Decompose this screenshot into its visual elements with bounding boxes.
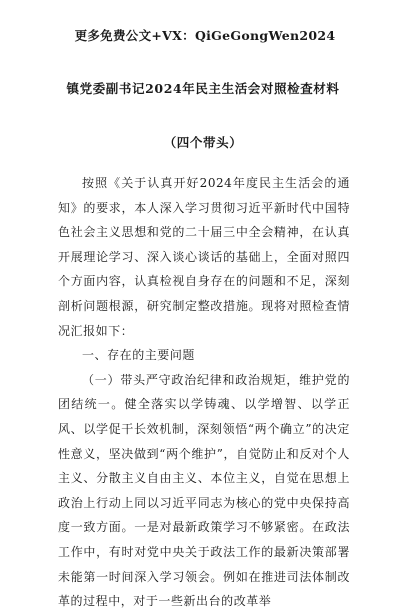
document-title: 镇党委副书记2024年民主生活会对照检查材料（四个带头）	[66, 81, 340, 150]
header-promo-text: 更多免费公文+VX：QiGeGongWen2024	[74, 28, 336, 43]
section-heading: 一、存在的主要问题	[82, 348, 195, 363]
intro-paragraph: 按照《关于认真开好2024年度民主生活会的通知》的要求，本人深入学习贯彻习近平新时代中国特色社会主义思想和党的二十届三中全会精神，在认真开展理论学习、深入谈心谈话的基础上，全面对照四个方面内容，认真检视自身存在的问题和不足，深刻剖析问题根源，研究制定整改措施。现将对照检查情况汇报如下：	[58, 176, 350, 338]
subsection-paragraph: （一）带头严守政治纪律和政治规矩，维护党的团结统一。健全落实以学铸魂、以学增智、以学正风、以学促干长效机制，深刻领悟“两个确立”的决定性意义，坚决做到“两个维护”，自觉防止和反对个人主义、分散主义自由主义、本位主义，自觉在思想上政治上行动上同以习近平同志为核心的党中央保持高度一致方面。一是对最新政策学习不够紧密。在政法工作中，有时对党中央关于政法工作的最新决策部署未能第一时间深入学习领会。例如在推进司法体制改革的过程中，对于一些新出台的改革举	[58, 372, 350, 609]
document-body	[58, 171, 350, 614]
